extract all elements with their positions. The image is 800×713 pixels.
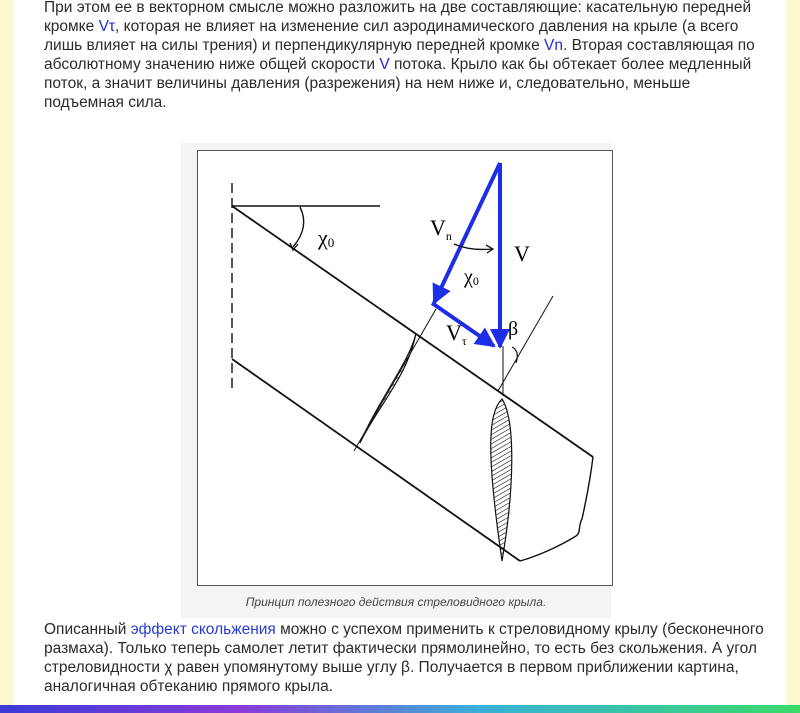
label-vtau: $V_\tau$ <box>446 320 467 348</box>
bottom-gradient-bar <box>0 705 800 713</box>
swept-wing-diagram <box>197 150 613 586</box>
text-segment: можно с успехом применить к стреловидному крылу (бесконечного размаха). Только теперь самолет летит фактически прямолинейно, то есть без скольжения. А угол стреловидности χ равен упомянутому выше углу β. Получается в первом приближении картина, аналогичная обтеканию прямого крыла. <box>44 621 764 695</box>
text-segment: . Вторая составляющая по абсолютному значению ниже общей скорости <box>44 37 755 73</box>
label-chi0-top: χ0 <box>318 225 335 250</box>
swept-wing-svg <box>198 151 611 584</box>
link-slip-effect[interactable]: эффект скольжения <box>130 621 276 638</box>
paragraph-vector-decomposition <box>44 0 774 112</box>
label-beta: β <box>508 318 519 340</box>
beta-arc <box>512 347 517 363</box>
left-margin <box>0 0 14 713</box>
right-margin <box>786 0 800 713</box>
text-segment: При этом ее в векторном смысле можно разложить на две составляющие: касательную передней кромке <box>44 0 752 35</box>
airfoil-section-right <box>491 399 512 561</box>
wing-leading-edge <box>232 206 593 457</box>
section-line-right <box>498 296 553 391</box>
label-vn: $V_n$ <box>430 215 452 243</box>
symbol-v: V <box>379 56 390 73</box>
wing-trailing-edge <box>232 359 520 561</box>
airfoil-section-left <box>360 333 416 443</box>
label-chi0-mid: χ0 <box>464 266 479 288</box>
text-segment: Описанный <box>44 621 131 638</box>
wing-tip-break <box>520 457 593 561</box>
figure-caption: Принцип полезного действия стреловидного крыла. <box>245 595 547 609</box>
paragraph-sweep-effect <box>44 620 774 696</box>
angle-arc-top <box>293 207 304 247</box>
text-segment: потока. Крыло как бы обтекает более медленный поток, а значит величины давления (разрежения) на нем ниже и, следовательно, меньше подъемная сила. <box>44 56 752 111</box>
text-segment: , которая не влияет на изменение сил аэродинамического давления на крыле (а всего лишь влияет на силы трения) и перпендикулярную передней кромке <box>44 18 739 54</box>
symbol-v-n: Vn <box>544 37 563 54</box>
label-v: V <box>514 241 530 266</box>
symbol-v-tau: Vτ <box>98 18 116 35</box>
